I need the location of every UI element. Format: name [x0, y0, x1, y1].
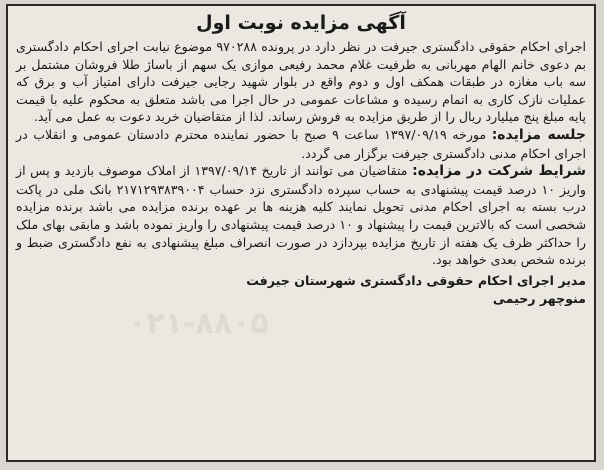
terms-paragraph — [16, 162, 586, 269]
notice-title: آگهی مزایده نوبت اول — [196, 12, 406, 34]
terms-heading: شرایط شرکت در مزایده: — [412, 163, 586, 180]
notice-intro: اجرای احکام حقوقی دادگستری جیرفت در نظر دارد در پرونده ۹۷۰۲۸۸ موضوع نیابت اجرای احکام دادگستری بم دعوی خانم الهام مهربانی به طرفیت غلام محمد رفیعی موازی یک سهم از باساژ طلا فروشان مشتمل بر سه باب مغازه در طبقات همکف اول و دوم واقع در بلوار شهید رجایی جیرفت دارای امتیاز آب و برق که عملیات نازک کاری به اتمام رسیده و مشاعات عمومی در حال اجرا می باشد متعلق به محکوم علیه با قیمت پایه مبلغ پنج میلیارد ریال را از طریق مزایده به فروش رساند. لذا از متقاضیان خرید دعوت به عمل می آید. — [16, 39, 586, 125]
session-heading: جلسه مزایده: — [491, 126, 586, 143]
signature-block — [16, 272, 586, 308]
session-text: مورخه ۱۳۹۷/۰۹/۱۹ ساعت ۹ صبح با حضور نماینده محترم دادستان عمومی و انقلاب در اجرای احکام مدنی دادگستری جیرفت برگزار می گردد. — [16, 126, 586, 161]
faded-watermark: ۰۲۱-۸۸۰۵ — [128, 306, 269, 341]
signature-title: مدیر اجرای احکام حقوقی دادگستری شهرستان جیرفت — [246, 272, 586, 288]
signature-name: منوچهر رحیمی — [492, 290, 586, 306]
terms-text: متقاضیان می توانند از تاریخ ۱۳۹۷/۰۹/۱۴ از املاک موصوف بازدید و پس از واریز ۱۰ درصد قیمت پیشنهادی به حساب سپرده دادگستری نزد حساب ۲۱۷۱۲۹۳۸۳۹۰۰۴ بانک ملی در پاکت درب بسته به اجرای احکام مدنی تحویل نمایند کلیه هزینه ها بر عهده برنده مزایده می باشد برنده مزایده شخصی است که بالاترین قیمت را پیشنهاد و ۱۰ درصد قیمت پیشنهادی را واریز نموده باشد و مابقی بهای ملک را حداکثر ظرف یک هفته از تاریخ مزایده بپردازد در صورت انصراف مبلغ پیشنهادی به نفع دادگستری ضبط و برنده شخص بعدی خواهد بود. — [16, 163, 587, 268]
auction-notice-document — [6, 4, 596, 462]
session-paragraph — [16, 126, 586, 162]
